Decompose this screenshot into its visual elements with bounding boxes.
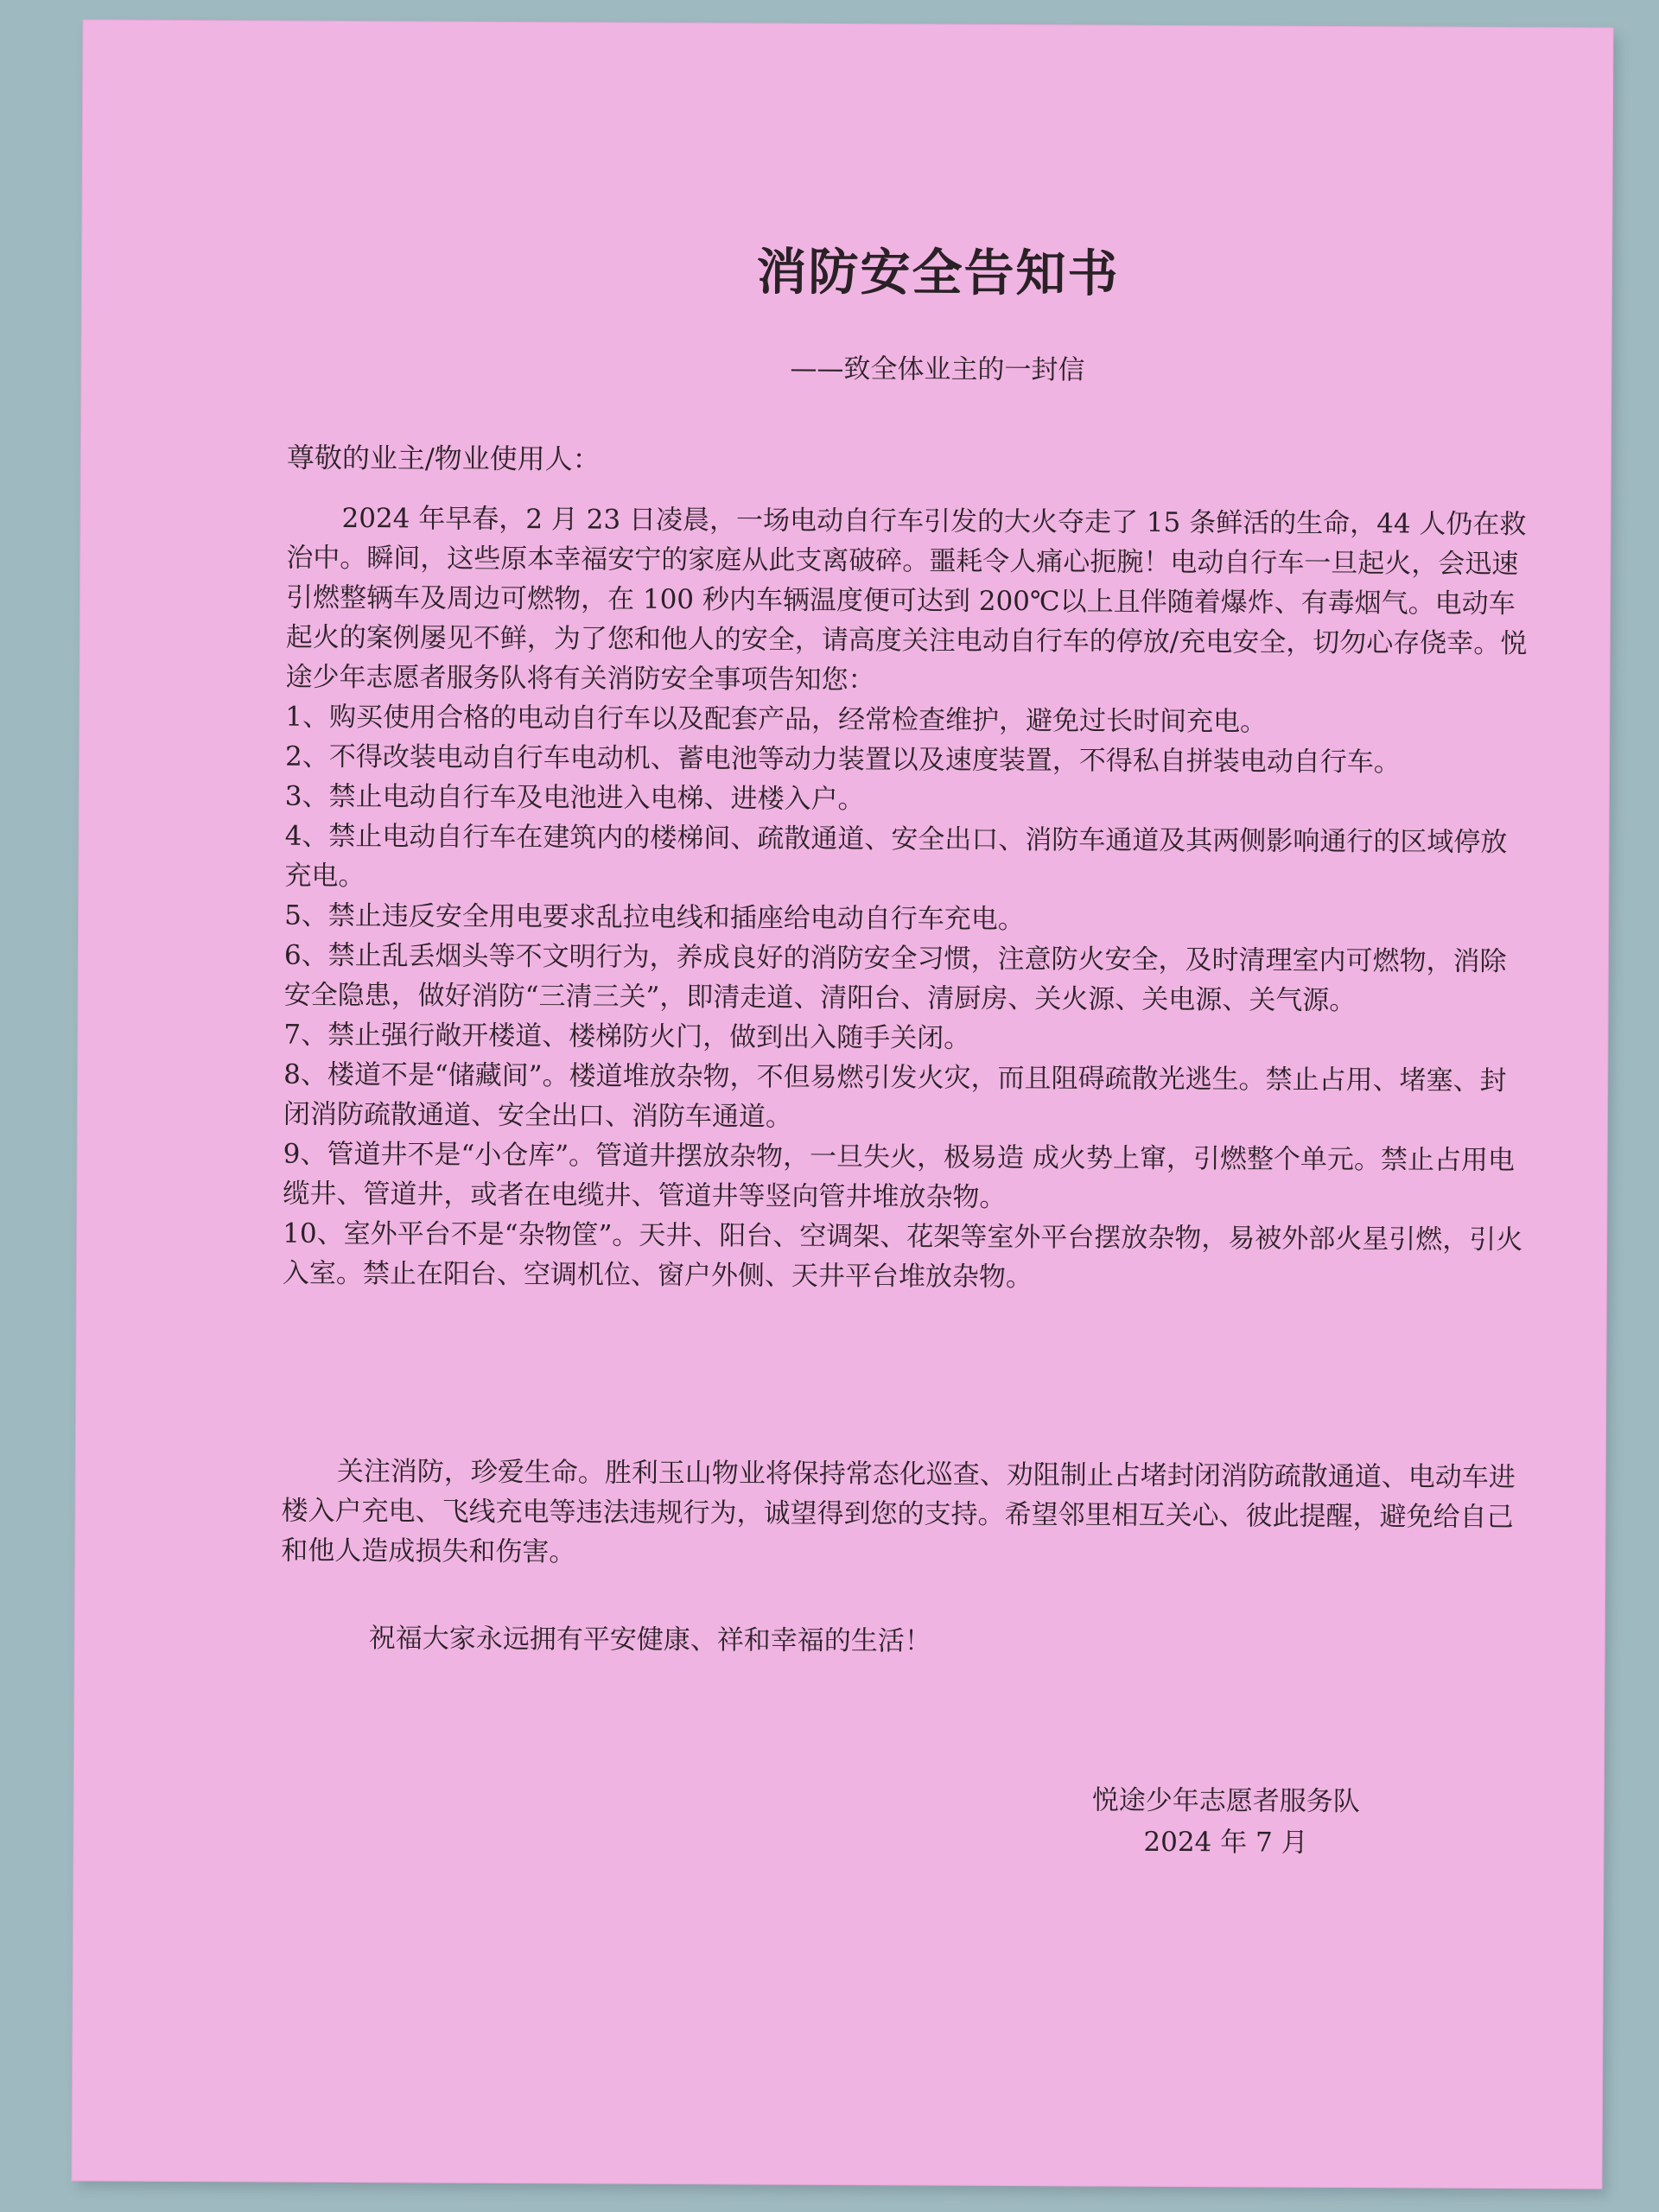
document-title: 消防安全告知书	[756, 242, 1120, 303]
list-item-9: 9、管道井不是“小仓库”。管道井摆放杂物，一旦失火，极易造 成火势上窜，引燃整个单元。禁止占用电缆井、管道井，或者在电缆井、管道井等竖向管井堆放杂物。	[283, 1138, 1516, 1213]
letter-content	[281, 22, 1534, 1859]
salutation: 尊敬的业主/物业使用人：	[286, 441, 601, 476]
list-item-8: 8、楼道不是“储藏间”。楼道堆放杂物，不但易燃引发火灾，而且阻碍疏散光逃生。禁止占用、堵塞、封闭消防疏散通道、安全出口、消防车通道。	[283, 1058, 1507, 1133]
signature-organization: 悦途少年志愿者服务队	[1091, 1784, 1360, 1818]
signature-date: 2024 年 7 月	[1143, 1826, 1308, 1859]
wish-line: 祝福大家永远拥有平安健康、祥和幸福的生活！	[368, 1623, 931, 1657]
paper-sheet	[72, 20, 1612, 2188]
list-item-3: 3、禁止电动自行车及电池进入电梯、进楼入户。	[284, 780, 865, 816]
list-item-1: 1、购买使用合格的电动自行车以及配套产品，经常检查维护，避免过长时间充电。	[285, 701, 1268, 738]
closing-paragraph: 关注消防，珍爱生命。胜利玉山物业将保持常态化巡查、劝阻制止占堵封闭消防疏散通道、电动车进楼入户充电、飞线充电等违法违规行为，诚望得到您的支持。希望邻里相互关心、彼此提醒，避免给自己和他人造成损失和伤害。	[281, 1455, 1516, 1568]
list-item-10: 10、室外平台不是“杂物筐”。天井、阳台、空调架、花架等室外平台摆放杂物，易被外部火星引燃，引火入室。禁止在阳台、空调机位、窗户外侧、天井平台堆放杂物。	[282, 1217, 1523, 1294]
list-item-5: 5、禁止违反安全用电要求乱拉电线和插座给电动自行车充电。	[284, 899, 1025, 936]
list-item-2: 2、不得改装电动自行车电动机、蓄电池等动力装置以及速度装置，不得私自拼装电动自行车。	[285, 741, 1401, 779]
list-item-4: 4、禁止电动自行车在建筑内的楼梯间、疏散通道、安全出口、消防车通道及其两侧影响通行的区域停放充电。	[284, 820, 1508, 893]
document-subtitle: ——致全体业主的一封信	[790, 353, 1085, 386]
signature-block	[1091, 1780, 1359, 1865]
letter-body	[283, 499, 1531, 1300]
list-item-7: 7、禁止强行敞开楼道、楼梯防火门，做到出入随手关闭。	[283, 1019, 971, 1054]
intro-paragraph: 2024 年早春，2 月 23 日凌晨，一场电动自行车引发的大火夺走了 15 条鲜活的生命，44 人仍在救治中。瞬间，这些原本幸福安宁的家庭从此支离破碎。噩耗令人痛心扼腕！电动自行车一旦起火，会迅速引燃整辆车及周边可燃物，在 100 秒内车辆温度便可达到 200℃以上且伴随着爆炸、有毒烟气。电动车起火的案例屡见不鲜，为了您和他人的安全，请高度关注电动自行车的停放/充电安全，切勿心存侥幸。悦途少年志愿者服务队将有关消防安全事项告知您：	[285, 502, 1528, 696]
list-item-6: 6、禁止乱丢烟头等不文明行为，养成良好的消防安全习惯，注意防火安全，及时清理室内可燃物，消除安全隐患，做好消防“三清三关”，即清走道、清阳台、清厨房、关火源、关电源、关气源。	[283, 939, 1507, 1017]
